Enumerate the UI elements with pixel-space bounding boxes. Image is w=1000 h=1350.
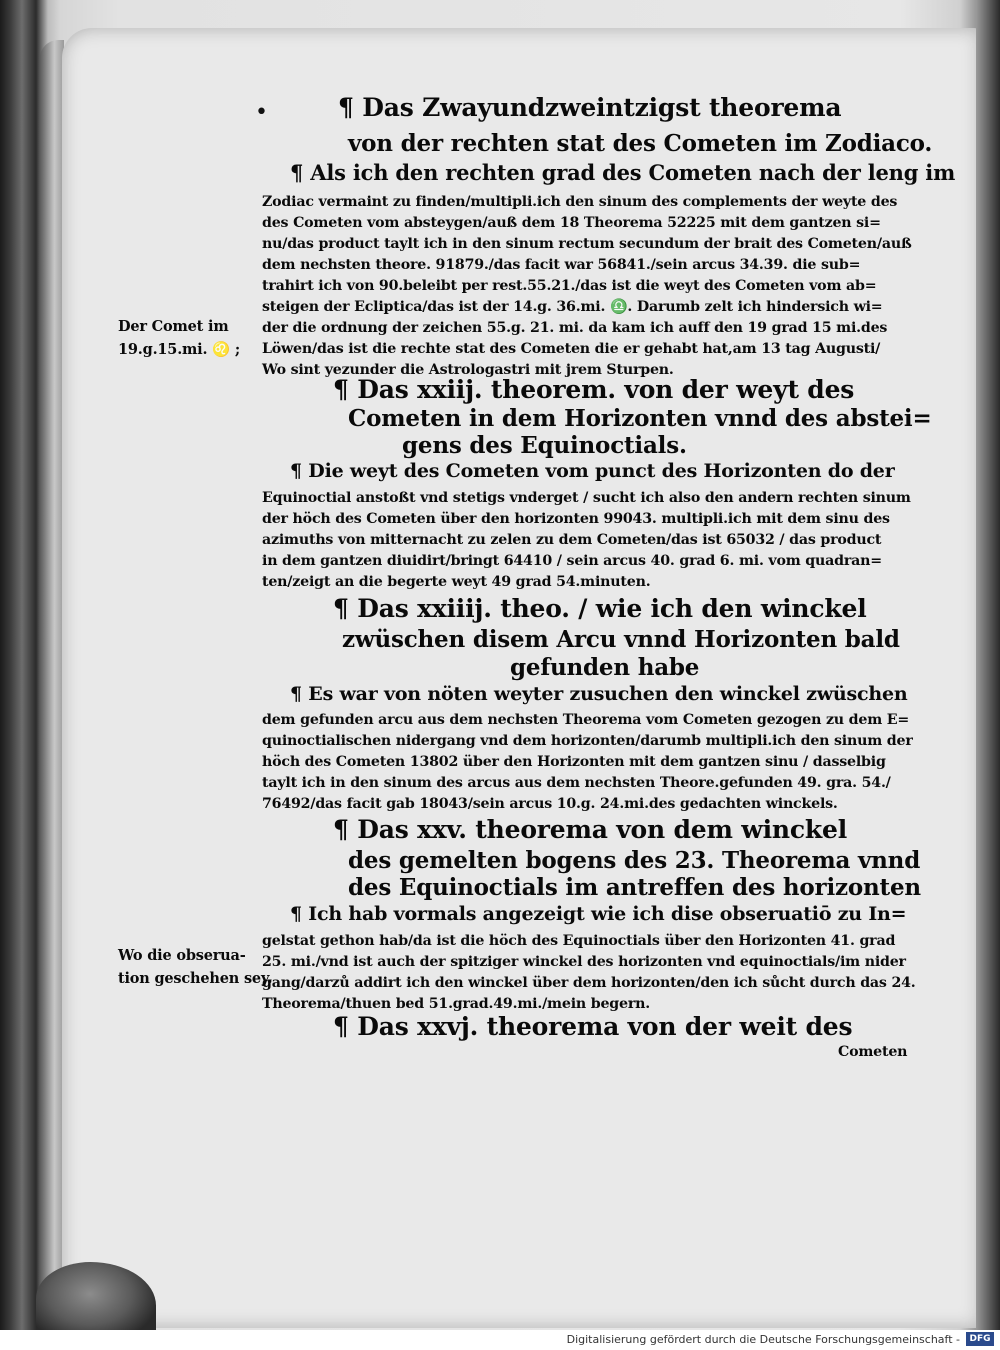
theorem-23-body-line-1: ¶ Die weyt des Cometen vom punct des Horizonten do der <box>290 460 895 482</box>
theorem-25-body-line-3: 25. mi./vnd ist auch der spitziger winckel des horizonten vnd equinoctials/im nider <box>262 954 906 970</box>
theorem-24-body-line-5: taylt ich in den sinum des arcus aus dem nechsten Theore.gefunden 49. gra. 54./ <box>262 775 891 791</box>
theorem-25-body-line-2: gelstat gethon hab/da ist die höch des Equinoctials über den Horizonten 41. grad <box>262 933 896 949</box>
book-page-edges <box>40 40 64 1320</box>
theorem-25-heading-line-3: des Equinoctials im antreffen des horizonten <box>348 874 921 901</box>
theorem-22-body-line-1: ¶ Als ich den rechten grad des Cometen nach der leng im <box>290 160 956 185</box>
theorem-23-body-line-5: in dem gantzen diuidirt/bringt 64410 / sein arcus 40. grad 6. mi. vom quadran= <box>262 553 882 569</box>
margin-note-observation-line-2: tion geschehen sey. <box>118 970 273 987</box>
margin-note-comet-line-1: Der Comet im <box>118 318 229 335</box>
theorem-22-body-line-6: trahirt ich von 90.beleibt per rest.55.21./das ist die weyt des Cometen vom ab= <box>262 278 877 294</box>
margin-note-observation-line-1: Wo die obserua- <box>118 947 246 964</box>
theorem-24-body-line-2: dem gefunden arcu aus dem nechsten Theorema vom Cometen gezogen zu dem E= <box>262 712 910 728</box>
digitization-footer <box>0 1330 1000 1350</box>
theorem-24-body-line-1: ¶ Es war von nöten weyter zusuchen den winckel zwüschen <box>290 683 908 705</box>
theorem-22-heading-line-2: von der rechten stat des Cometen im Zodiaco. <box>348 130 933 157</box>
theorem-22-heading-line-1: ¶ Das Zwayundzweintzigst theorema <box>338 93 842 122</box>
theorem-25-body-line-1: ¶ Ich hab vormals angezeigt wie ich dise obseruatiō zu In= <box>290 903 907 925</box>
dfg-logo-icon: DFG <box>966 1332 994 1346</box>
theorem-23-body-line-2: Equinoctial anstoßt vnd stetigs vnderget / sucht ich also den andern rechten sinum <box>262 490 911 506</box>
theorem-23-heading-line-2: Cometen in dem Horizonten vnnd des abstei= <box>348 405 932 432</box>
theorem-24-heading-line-1: ¶ Das xxiiij. theo. / wie ich den winckel <box>333 594 867 623</box>
theorem-25-heading-line-2: des gemelten bogens des 23. Theorema vnnd <box>348 847 921 874</box>
theorem-23-heading-line-3: gens des Equinoctials. <box>402 432 687 459</box>
theorem-22-body-line-5: dem nechsten theore. 91879./das facit war 56841./sein arcus 34.39. die sub= <box>262 257 861 273</box>
theorem-26-heading: ¶ Das xxvj. theorema von der weit des <box>333 1012 853 1041</box>
theorem-23-body-line-4: azimuths von mitternacht zu zelen zu dem Cometen/das ist 65032 / das product <box>262 532 882 548</box>
theorem-22-body-line-8: der die ordnung der zeichen 55.g. 21. mi. da kam ich auff den 19 grad 15 mi.des <box>262 320 888 336</box>
theorem-25-body-line-4: gang/darzů addirt ich den winckel über dem horizonten/den ich sůcht durch das 24. <box>262 975 916 991</box>
next-page-edge <box>976 0 1000 1330</box>
theorem-24-heading-line-2: zwüschen disem Arcu vnnd Horizonten bald <box>342 626 900 653</box>
theorem-23-body-line-3: der höch des Cometen über den horizonten 99043. multipli.ich mit dem sinu des <box>262 511 890 527</box>
theorem-22-body-line-10: Wo sint yezunder die Astrologastri mit jrem Sturpen. <box>262 362 674 378</box>
theorem-22-body-line-7: steigen der Ecliptica/das ist der 14.g. 36.mi. ♎. Darumb zelt ich hindersich wi= <box>262 299 883 315</box>
theorem-22-body-line-9: Löwen/das ist die rechte stat des Cometen die er gehabt hat,am 13 tag Augusti/ <box>262 341 881 357</box>
theorem-24-heading-line-3: gefunden habe <box>510 654 700 681</box>
theorem-24-body-line-6: 76492/das facit gab 18043/sein arcus 10.g. 24.mi.des gedachten winckels. <box>262 796 838 812</box>
theorem-22-body-line-4: nu/das product taylt ich in den sinum rectum secundum der brait des Cometen/auß <box>262 236 912 252</box>
theorem-23-heading-line-1: ¶ Das xxiij. theorem. von der weyt des <box>333 375 855 404</box>
theorem-25-body-line-5: Theorema/thuen bed 51.grad.49.mi./mein begern. <box>262 996 650 1012</box>
footer-credit: Digitalisierung gefördert durch die Deutsche Forschungsgemeinschaft - <box>566 1333 960 1346</box>
theorem-23-body-line-6: ten/zeigt an die begerte weyt 49 grad 54.minuten. <box>262 574 651 590</box>
theorem-24-body-line-3: quinoctialischen nidergang vnd dem horizonten/darumb multipli.ich den sinum der <box>262 733 913 749</box>
theorem-24-body-line-4: höch des Cometen 13802 über den Horizonten mit dem gantzen sinu / dasselbig <box>262 754 886 770</box>
theorem-25-heading-line-1: ¶ Das xxv. theorema von dem winckel <box>333 815 847 844</box>
page-mark: • <box>255 100 268 125</box>
theorem-22-body-line-3: des Cometen vom absteygen/auß dem 18 Theorema 52225 mit dem gantzen si= <box>262 215 881 231</box>
margin-note-comet-line-2: 19.g.15.mi. ♌ ; <box>118 341 241 358</box>
theorem-22-body-line-2: Zodiac vermaint zu finden/multipli.ich den sinum des complements der weyte des <box>262 194 898 210</box>
catchword: Cometen <box>838 1044 908 1060</box>
